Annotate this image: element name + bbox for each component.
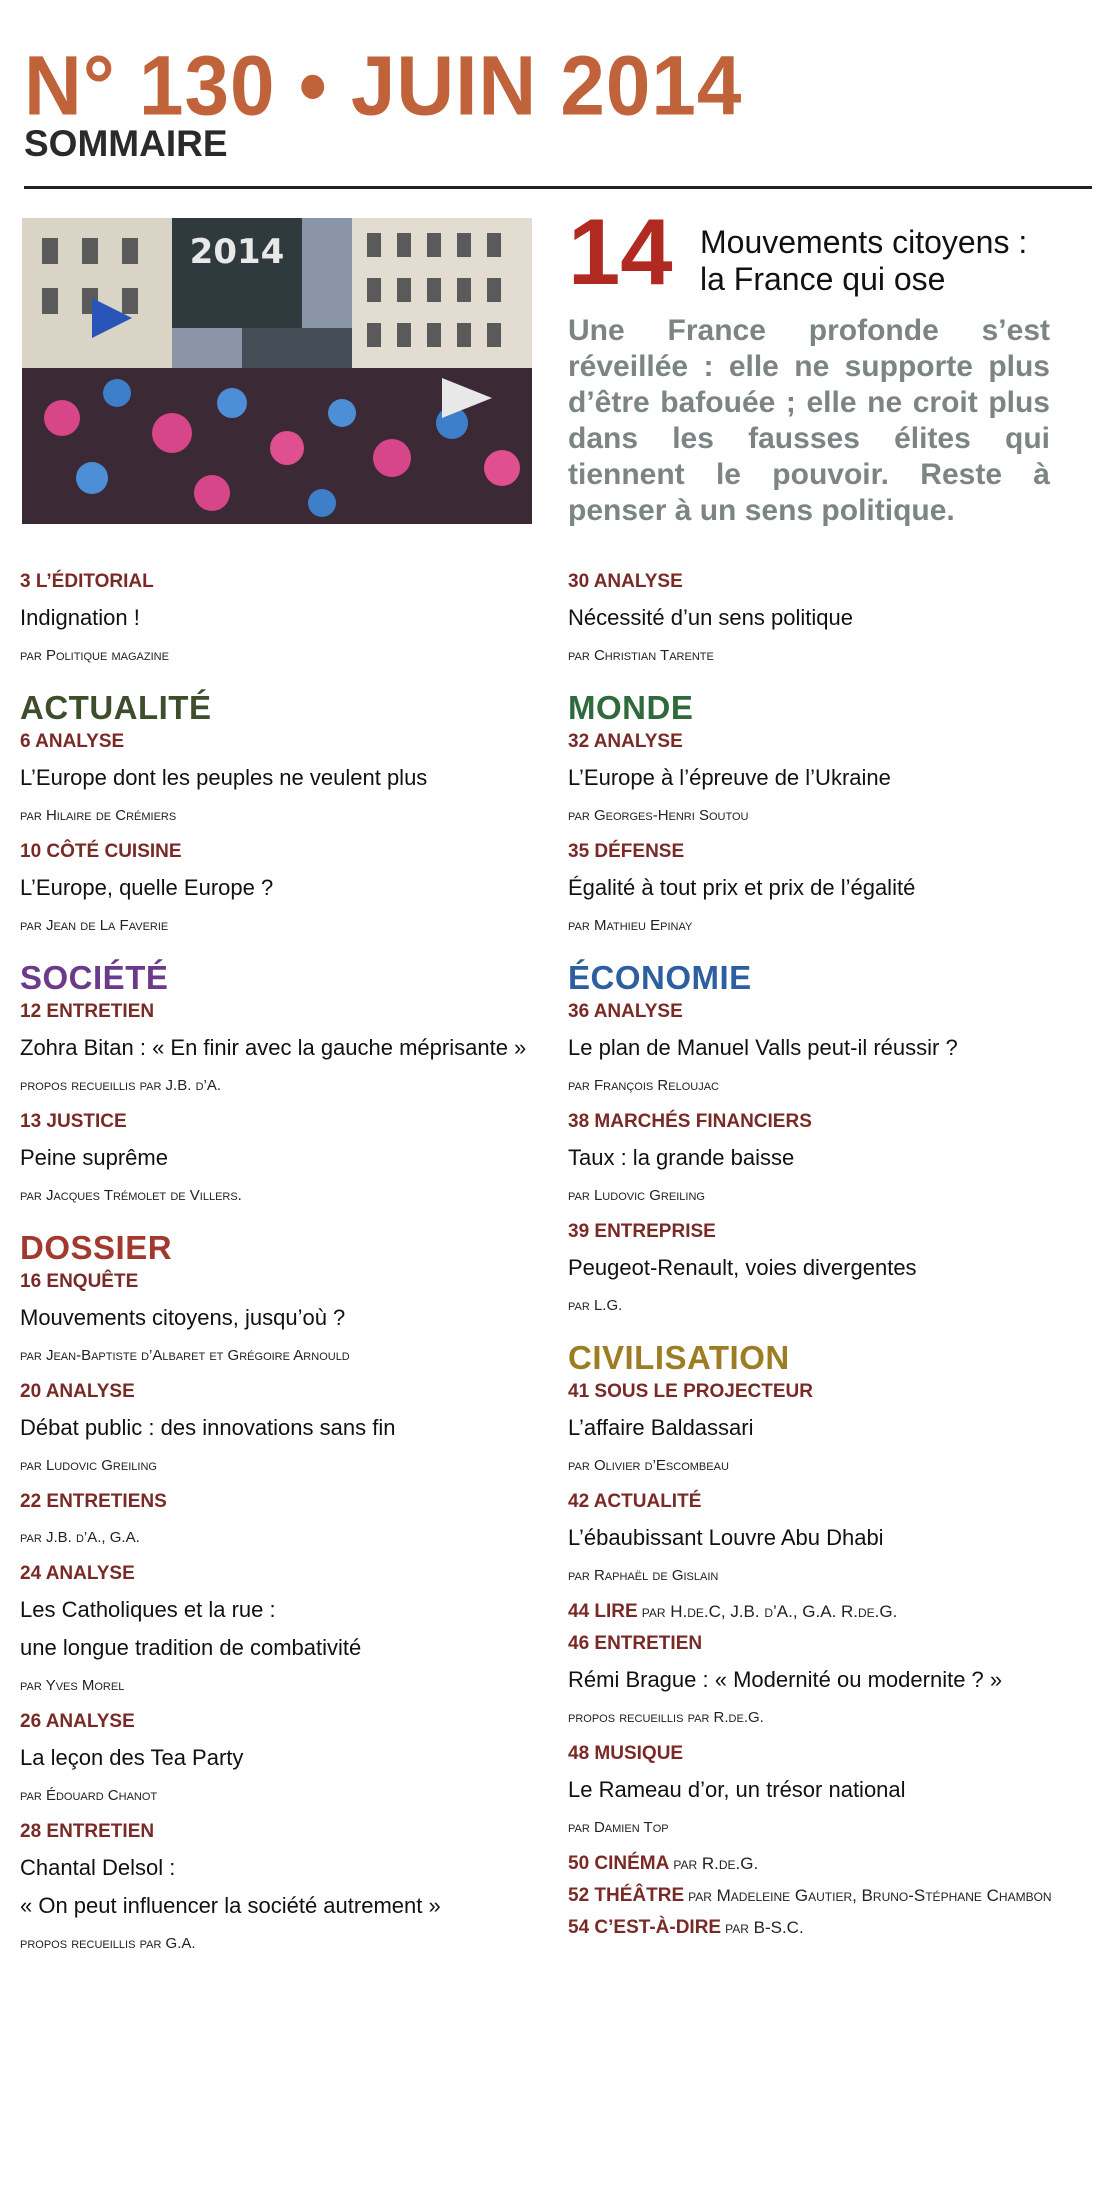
entry-byline: par Ludovic Greiling — [20, 1457, 157, 1474]
entry-kicker: 28 ENTRETIEN — [20, 1821, 155, 1842]
section-heading-economie: ÉCONOMIE — [568, 959, 752, 996]
entry-kicker: 36 ANALYSE — [568, 1001, 683, 1022]
entry-kicker: 46 ENTRETIEN — [568, 1633, 703, 1654]
toc-entry[interactable] — [568, 1632, 1088, 1728]
section-heading-actualite: ACTUALITÉ — [20, 689, 212, 726]
entry-title: Zohra Bitan : « En finir avec la gauche méprisante » — [20, 1035, 527, 1060]
toc-entry[interactable] — [568, 1852, 1088, 1876]
entry-title: Indignation ! — [20, 605, 140, 630]
toc-entry[interactable] — [20, 840, 540, 936]
toc-entry[interactable] — [20, 1490, 540, 1548]
toc-entry[interactable] — [20, 1000, 540, 1096]
entry-byline: par Christian Tarente — [568, 647, 714, 664]
entry-title: Peine suprême — [20, 1145, 168, 1170]
page-title: SOMMAIRE — [24, 123, 228, 164]
entry-kicker-text: 50 CINÉMA — [568, 1853, 670, 1874]
entry-kicker: 42 ACTUALITÉ — [568, 1491, 702, 1512]
toc-entry[interactable] — [568, 730, 1088, 826]
entry-kicker: 35 DÉFENSE — [568, 841, 685, 862]
entry-byline: par Jacques Trémolet de Villers. — [20, 1187, 242, 1204]
left-column — [20, 570, 540, 1968]
entry-title: Taux : la grande baisse — [568, 1145, 795, 1170]
banner-text: 2014 — [189, 232, 285, 272]
entry-title: Peugeot-Renault, voies divergentes — [568, 1255, 917, 1280]
entry-byline: par Mathieu Epinay — [568, 917, 693, 934]
entry-byline: par H.de.C, J.B. d’A., G.A. R.de.G. — [641, 1602, 898, 1621]
toc-entry[interactable] — [20, 1110, 540, 1206]
entry-title: Les Catholiques et la rue : — [20, 1597, 276, 1622]
toc-entry[interactable] — [568, 1220, 1088, 1316]
entry-kicker — [568, 1600, 1088, 1624]
entry-kicker: 16 ENQUÊTE — [20, 1271, 139, 1292]
entry-kicker-text: 52 THÉÂTRE — [568, 1885, 685, 1906]
entry-kicker: 12 ENTRETIEN — [20, 1001, 155, 1022]
entry-kicker: 3 L’ÉDITORIAL — [20, 571, 154, 592]
entry-byline: propos recueillis par J.B. d’A. — [20, 1077, 222, 1094]
toc-entry[interactable] — [20, 1380, 540, 1476]
entry-title-line2: une longue tradition de combativité — [20, 1635, 362, 1660]
entry-byline: par Ludovic Greiling — [568, 1187, 705, 1204]
section-heading-civilisation: CIVILISATION — [568, 1339, 790, 1376]
entry-byline: par R.de.G. — [673, 1854, 759, 1873]
entry-kicker: 13 JUSTICE — [20, 1111, 127, 1132]
entry-title: Mouvements citoyens, jusqu’où ? — [20, 1305, 346, 1330]
entry-byline: par François Reloujac — [568, 1077, 719, 1094]
entry-byline: par Damien Top — [568, 1819, 669, 1836]
section-heading-dossier: DOSSIER — [20, 1229, 173, 1266]
entry-title: Chantal Delsol : — [20, 1855, 176, 1880]
section-heading-monde: MONDE — [568, 689, 694, 726]
entry-byline: par Georges-Henri Soutou — [568, 807, 749, 824]
entry-kicker: 26 ANALYSE — [20, 1711, 135, 1732]
entry-byline: par Raphaël de Gislain — [568, 1567, 719, 1584]
toc-entry[interactable] — [568, 840, 1088, 936]
right-column — [568, 570, 1088, 1948]
entry-kicker: 39 ENTREPRISE — [568, 1221, 716, 1242]
entry-kicker: 10 CÔTÉ CUISINE — [20, 841, 182, 862]
entry-byline: par Madeleine Gautier, Bruno-Stéphane Chambon — [688, 1886, 1052, 1905]
demonstration-photo-illustration — [22, 218, 532, 524]
entry-kicker: 22 ENTRETIENS — [20, 1491, 167, 1512]
toc-entry[interactable] — [568, 1490, 1088, 1586]
toc-entry[interactable] — [20, 730, 540, 826]
entry-kicker — [568, 1916, 1088, 1940]
feature-page-number: 14 — [568, 199, 673, 304]
entry-byline: par J.B. d’A., G.A. — [20, 1529, 140, 1546]
entry-byline: par Yves Morel — [20, 1677, 125, 1694]
feature-lede: Une France profonde s’est réveillée : elle ne supporte plus d’être bafouée ; elle ne croit plus dans les fausses élites qui tiennent le pouvoir. Reste à penser à un sens politique. — [568, 314, 1050, 527]
entry-kicker: 30 ANALYSE — [568, 571, 683, 592]
entry-kicker: 24 ANALYSE — [20, 1563, 135, 1584]
feature-title-line2: la France qui ose — [700, 261, 946, 297]
entry-byline: propos recueillis par R.de.G. — [568, 1709, 764, 1726]
entry-kicker: 20 ANALYSE — [20, 1381, 135, 1402]
toc-entry[interactable] — [20, 1270, 540, 1366]
toc-entry[interactable] — [20, 1562, 540, 1696]
toc-entry[interactable] — [20, 570, 540, 666]
entry-title: L’ébaubissant Louvre Abu Dhabi — [568, 1525, 884, 1550]
entry-byline: propos recueillis par G.A. — [20, 1935, 196, 1952]
entry-byline: par Jean de La Faverie — [20, 917, 169, 934]
masthead — [24, 38, 743, 164]
toc-entry[interactable] — [568, 1742, 1088, 1838]
section-heading-societe: SOCIÉTÉ — [20, 959, 169, 996]
entry-title: Le plan de Manuel Valls peut-il réussir ? — [568, 1035, 958, 1060]
entry-kicker: 6 ANALYSE — [20, 731, 125, 752]
entry-title-line2: « On peut influencer la société autrement » — [20, 1893, 441, 1918]
toc-entry[interactable] — [568, 1600, 1088, 1624]
toc-entry[interactable] — [568, 1884, 1088, 1908]
toc-entry[interactable] — [568, 570, 1088, 666]
entry-kicker-text: 44 LIRE — [568, 1601, 638, 1622]
entry-title: Le Rameau d’or, un trésor national — [568, 1777, 906, 1802]
entry-kicker: 48 MUSIQUE — [568, 1743, 684, 1764]
entry-byline: par Olivier d’Escombeau — [568, 1457, 729, 1474]
feature-photo — [22, 218, 532, 524]
issue-number: N° 130 • JUIN 2014 — [24, 38, 743, 133]
toc-entry[interactable] — [568, 1916, 1088, 1940]
toc-entry[interactable] — [568, 1110, 1088, 1206]
toc-entry[interactable] — [20, 1710, 540, 1806]
entry-byline: par Politique magazine — [20, 647, 169, 664]
entry-byline: par B-S.C. — [725, 1918, 804, 1937]
entry-title: La leçon des Tea Party — [20, 1745, 244, 1770]
entry-byline: par Jean-Baptiste d’Albaret et Grégoire Arnould — [20, 1347, 350, 1364]
toc-entry[interactable] — [568, 1380, 1088, 1476]
entry-kicker: 32 ANALYSE — [568, 731, 683, 752]
entry-title: Débat public : des innovations sans fin — [20, 1415, 396, 1440]
toc-entry[interactable] — [20, 1820, 540, 1954]
entry-byline: par Édouard Chanot — [20, 1787, 158, 1804]
entry-title: L’Europe dont les peuples ne veulent plus — [20, 765, 428, 790]
entry-byline: par L.G. — [568, 1297, 623, 1314]
entry-kicker — [568, 1884, 1088, 1908]
entry-title: Nécessité d’un sens politique — [568, 605, 853, 630]
feature-title — [700, 224, 1090, 298]
entry-title: Rémi Brague : « Modernité ou modernite ? » — [568, 1667, 1003, 1692]
feature-title-line1: Mouvements citoyens : — [700, 224, 1028, 260]
entry-kicker: 38 MARCHÉS FINANCIERS — [568, 1111, 812, 1132]
toc-entry[interactable] — [568, 1000, 1088, 1096]
entry-title: L’Europe, quelle Europe ? — [20, 875, 274, 900]
entry-kicker-text: 54 C’EST-À-DIRE — [568, 1917, 722, 1938]
header-rule — [24, 186, 1092, 189]
entry-title: L’affaire Baldassari — [568, 1415, 754, 1440]
entry-kicker: 41 SOUS LE PROJECTEUR — [568, 1381, 813, 1402]
entry-title: Égalité à tout prix et prix de l’égalité — [568, 875, 916, 900]
entry-byline: par Hilaire de Crémiers — [20, 807, 177, 824]
entry-kicker — [568, 1852, 1088, 1876]
entry-title: L’Europe à l’épreuve de l’Ukraine — [568, 765, 891, 790]
